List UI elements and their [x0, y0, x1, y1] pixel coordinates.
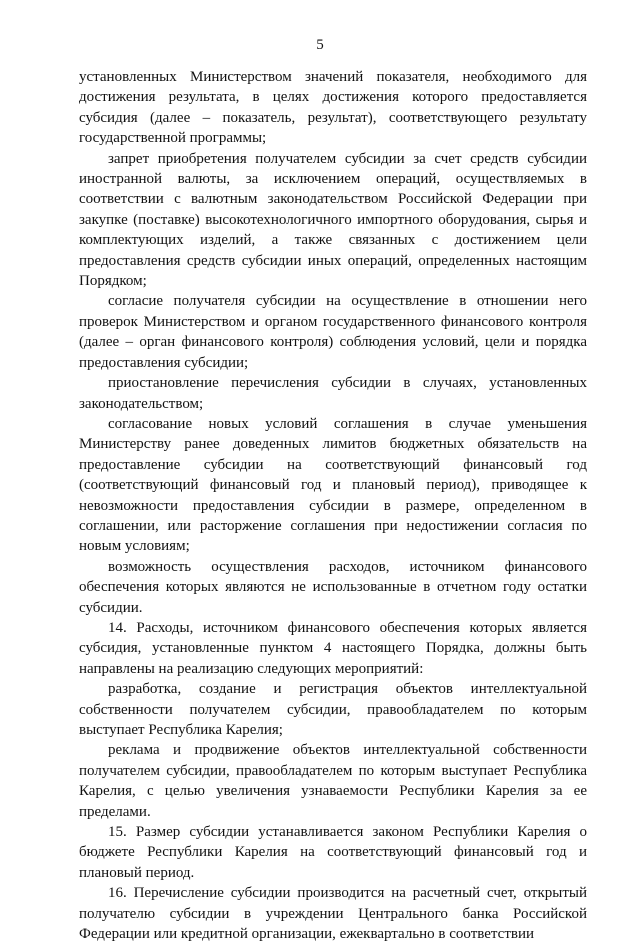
document-body	[79, 67, 587, 944]
paragraph-clause-16: 16. Перечисление субсидии производится на расчетный счет, открытый получателю субсидии в учреждении Центрального банка Российской Федерации или кредитной организации, ежеквартально в соответствии	[79, 885, 587, 943]
paragraph-clause-14: 14. Расходы, источником финансового обеспечения которых является субсидия, установленные пунктом 4 настоящего Порядка, должны быть направлены на реализацию следующих мероприятий:	[79, 619, 587, 677]
paragraph: приостановление перечисления субсидии в случаях, установленных законодательством;	[79, 375, 587, 412]
paragraph: согласие получателя субсидии на осуществление в отношении него проверок Министерством и органом государственного финансового контроля (далее – орган финансового контроля) соблюдения условий, цели и порядка предоставления субсидии;	[79, 293, 587, 371]
paragraph-continued: установленных Министерством значений показателя, необходимого для достижения результата, в целях достижения которого предоставляется субсидия (далее – показатель, результат), соответствующего результату государственной программы;	[79, 69, 587, 147]
paragraph-clause-15: 15. Размер субсидии устанавливается законом Республики Карелия о бюджете Республики Карелия на соответствующий финансовый год и плановый период.	[79, 824, 587, 881]
page-number: 5	[316, 37, 324, 53]
paragraph: возможность осуществления расходов, источником финансового обеспечения которых являются не использованные в отчетном году остатки субсидии.	[79, 558, 587, 616]
paragraph: согласование новых условий соглашения в случае уменьшения Министерству ранее доведенных лимитов бюджетных обязательств на предоставление субсидии на соответствующий финансовый год (соответствующий финансовый год и плановый период), приводящее к невозможности предоставления субсидии в размере, определенном в соглашении, или расторжение соглашения при недостижении согласия по новым условиям;	[79, 415, 587, 555]
paragraph: запрет приобретения получателем субсидии за счет средств субсидии иностранной валюты, за исключением операций, осуществляемых в соответствии с валютным законодательством Российской Федерации при закупке (поставке) высокотехнологичного импортного оборудования, сырья и комплектующих изделий, а также связанных с достижением цели предоставления средств субсидии иных операций, определенных настоящим Порядком;	[79, 150, 587, 290]
paragraph: реклама и продвижение объектов интеллектуальной собственности получателем субсидии, правообладателем по которым выступает Республика Карелия, с целью увеличения узнаваемости Республики Карелия за ее пределами.	[79, 742, 587, 820]
paragraph: разработка, создание и регистрация объектов интеллектуальной собственности получателем субсидии, правообладателем по которым выступает Республика Карелия;	[79, 681, 587, 738]
